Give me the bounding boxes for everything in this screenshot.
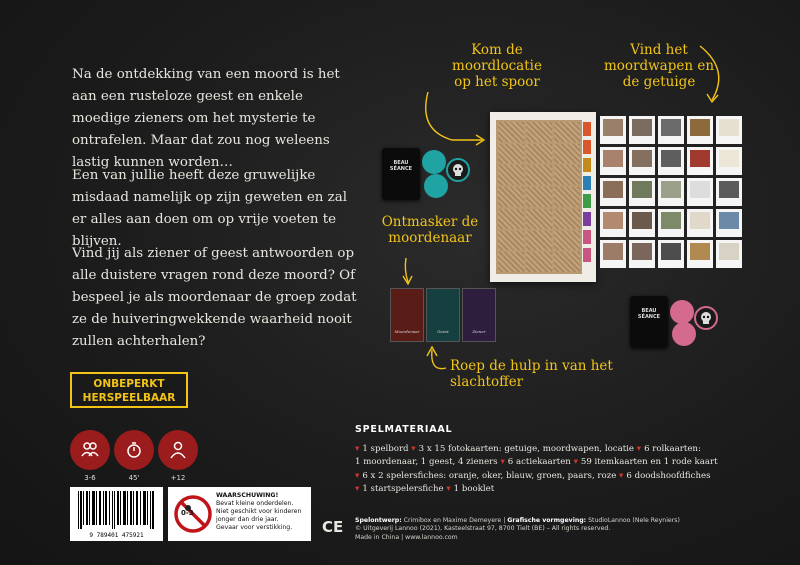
made-in: Made in China | www.lannoo.com xyxy=(355,533,458,541)
role-card-geest xyxy=(426,288,460,342)
teal-token-2 xyxy=(424,174,448,198)
skull-icon-pink xyxy=(696,308,716,328)
game-board-image xyxy=(490,112,596,282)
design-label: Spelontwerp: xyxy=(355,517,402,524)
intro-paragraph-3: Vind jij als ziener of geest antwoorden op alle duistere vragen rond deze moord? Of bespeel je als moordenaar de groep zodat ze de huiveringwekkende waarheid nooit zullen achterhalen? xyxy=(72,246,357,349)
replayable-badge xyxy=(70,372,188,408)
callout-unmask: Ontmasker de moordenaar xyxy=(381,214,479,246)
contents-item: 6 rolkaarten: xyxy=(644,444,701,454)
contents-title: SPELMATERIAAL xyxy=(355,424,453,435)
contents-item: 1 startspelersfiche xyxy=(362,484,444,495)
intro-paragraph-1: Na de ontdekking van een moord is het aan een rusteloze geest en enkele moedige zieners om het mysterie te ontrafelen. Maar dat zou nog weleens lastig kunnen worden… xyxy=(72,67,340,170)
role-card-label-1: Moordenaar xyxy=(394,329,420,334)
pouch-label-line-2: SÉANCE xyxy=(389,166,413,172)
skull-icon xyxy=(448,160,468,180)
warning-line-4: Gevaar voor verstikking. xyxy=(216,524,293,531)
copyright: © Uitgeverij Lannoo (2021), Kasteelstraat 97, 8700 Tielt (BE) – All rights reserved. xyxy=(355,525,611,533)
graphic-value: StudioLannoo (Nele Reyniers) xyxy=(588,517,680,524)
intro-paragraph-2: Een van jullie heeft deze gruwelijke misdaad namelijk op zijn geweten en zal er alles aan doen om op vrije voeten te blijven. xyxy=(72,168,347,249)
callout-victim: Roep de hulp in van het slachtoffer xyxy=(450,358,613,390)
badge-line-1: ONBEPERKT xyxy=(93,378,165,390)
badge-line-2: HERSPEELBAAR xyxy=(82,392,176,404)
pouch-label-line-1-right: BEAU xyxy=(641,308,657,314)
warning-line-3: jonger dan drie jaar. xyxy=(216,516,279,523)
bullet-icon: ▾ xyxy=(355,444,360,454)
pink-token-2 xyxy=(672,322,696,346)
contents-item: 6 x 2 spelersfiches: oranje, oker, blauw, groen, paars, roze xyxy=(362,470,617,481)
contents-item: 6 doodshoofdfiches xyxy=(626,470,711,481)
contents-item: 1 moordenaar, 1 geest, 4 zieners xyxy=(355,457,498,468)
contents-item: 3 x 15 fotokaarten: getuige, moordwapen, locatie xyxy=(418,444,635,454)
barcode xyxy=(70,487,163,541)
bullet-icon: ▾ xyxy=(411,444,416,454)
players-label: 3-6 xyxy=(84,474,96,482)
ce-mark: CE xyxy=(322,518,344,536)
pouch-label-line-2-right: SÉANCE xyxy=(637,314,661,320)
players-stat xyxy=(70,430,110,470)
photo-cards-image xyxy=(600,116,742,268)
pink-token xyxy=(670,300,694,324)
game-contents xyxy=(355,424,755,497)
player-pouch-right xyxy=(630,296,668,348)
contents-item: 1 booklet xyxy=(453,484,495,495)
skull-token-pink xyxy=(694,306,718,330)
warning-line-1: Bevat kleine onderdelen. xyxy=(216,500,294,507)
bullet-icon: ▾ xyxy=(619,470,624,481)
design-value: Crimibox en Maxime Demeyere | xyxy=(403,517,506,524)
skull-token xyxy=(446,158,470,182)
contents-item: 6 actiekaarten xyxy=(507,457,571,468)
credits xyxy=(355,517,775,542)
warning-title: WAARSCHUWING! xyxy=(216,492,279,499)
bullet-icon: ▾ xyxy=(573,457,578,468)
bullet-icon: ▾ xyxy=(500,457,505,468)
timer-icon xyxy=(124,440,144,460)
callout-weapon: Vind het moordwapen en de getuige xyxy=(603,42,715,90)
contents-item: 1 spelbord xyxy=(362,444,409,454)
barcode-bars xyxy=(70,491,163,535)
pouch-label-line-1: BEAU xyxy=(393,160,409,166)
contents-list xyxy=(355,443,755,497)
graphic-label: Grafische vormgeving: xyxy=(507,517,587,524)
time-stat xyxy=(114,430,154,470)
bullet-icon: ▾ xyxy=(446,484,451,495)
role-card-label-3: Ziener xyxy=(472,329,486,334)
age-icon xyxy=(168,440,188,460)
callout-board: Kom de moordlocatie op het spoor xyxy=(452,42,542,90)
safety-warning xyxy=(168,487,311,541)
age-stat xyxy=(158,430,198,470)
contents-item: 59 itemkaarten en 1 rode kaart xyxy=(580,457,718,468)
player-pouch-left xyxy=(382,148,420,200)
bullet-icon: ▾ xyxy=(636,444,642,454)
players-icon xyxy=(80,440,100,460)
bullet-icon: ▾ xyxy=(355,470,360,481)
role-card-moordenaar xyxy=(390,288,424,342)
age-label: +12 xyxy=(170,474,186,482)
bullet-icon: ▾ xyxy=(355,484,360,495)
barcode-number: 9 789401 475921 xyxy=(89,532,144,539)
role-card-ziener xyxy=(462,288,496,342)
teal-token xyxy=(422,150,446,174)
warning-line-2: Niet geschikt voor kinderen xyxy=(216,508,302,515)
time-label: 45' xyxy=(128,474,140,482)
role-card-label-2: Geest xyxy=(437,329,449,334)
age-warning-text: 0-3 xyxy=(181,509,194,517)
